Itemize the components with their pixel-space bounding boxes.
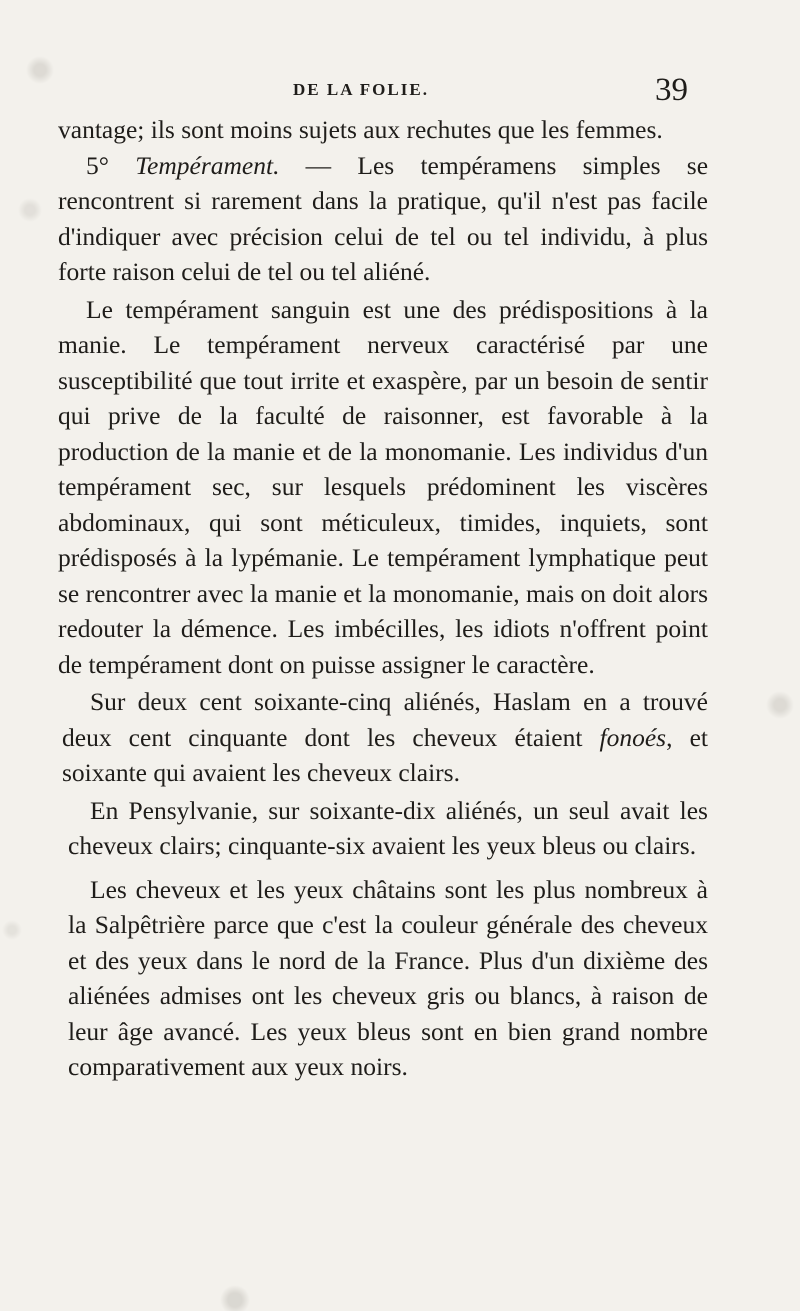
page-number: 39 <box>655 72 688 108</box>
body-text <box>58 112 708 1085</box>
running-head: DE LA FOLIE. <box>293 80 429 99</box>
paragraph-temperament-types: Le tempérament sanguin est une des prédispositions à la manie. Le tempérament nerveux caractérisé par une susceptibilité que tout irrite et exaspère, par un besoin de sentir qui prive de la faculté de raisonner, est favorable à la production de la manie et de la monomanie. Les individus d'un tempérament sec, sur lesquels prédominent les viscères abdominaux, qui sont méticuleux, timides, inquiets, sont prédisposés à la lypémanie. Le tempérament lymphatique peut se rencontrer avec la manie et la monomanie, mais on doit alors redouter la démence. Les imbécilles, les idiots n'offrent point de tempérament dont on puisse assigner le caractère. <box>58 294 709 679</box>
paragraph-salpetriere: Les cheveux et les yeux châtains sont les plus nombreux à la Salpêtrière parce que c'est la couleur générale des cheveux et des yeux dans le nord de la France. Plus d'un dixième des aliénées admises ont les cheveux gris ou blancs, à raison de leur âge avancé. Les yeux bleus sont en bien grand nombre comparativement aux yeux noirs. <box>68 874 708 1081</box>
italic-term: fonoés <box>599 722 667 752</box>
section-number: 5° <box>86 150 136 180</box>
paragraph-temperament <box>58 148 708 290</box>
paragraph-pensylvanie: En Pensylvanie, sur soixante-dix aliénés, un seul avait les cheveux clairs; cinquante-six avaient les yeux bleus ou clairs. <box>68 795 708 860</box>
paragraph-haslam <box>58 684 708 791</box>
paragraph-text: , et soixante qui avaient les cheveux clairs. <box>62 722 708 787</box>
paragraph-continuation: vantage; ils sont moins sujets aux rechutes que les femmes. <box>58 115 663 144</box>
page-header <box>0 72 800 112</box>
paragraph-text: — Les tempéramens simples se rencontrent si rarement dans la pratique, qu'il n'est pas facile d'indiquer avec précision celui de tel ou tel individu, à plus forte raison celui de tel ou tel aliéné. <box>58 150 709 286</box>
paragraph-text: Sur deux cent soixante-cinq aliénés, Haslam en a trouvé deux cent cinquante dont les cheveux étaient <box>62 687 708 752</box>
section-heading: Tempérament. <box>135 150 280 180</box>
